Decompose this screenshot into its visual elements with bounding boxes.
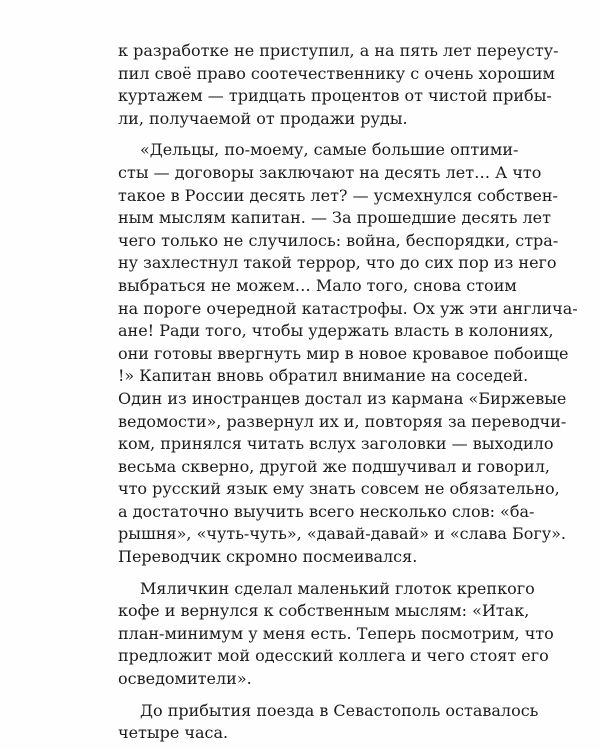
text-line: Один из иностранцев достал из кармана «Биржевые	[118, 388, 567, 408]
text-line: к разработке не приступил, а на пять лет переусту-	[118, 41, 559, 60]
text-line: такое в России десять лет? — усмехнулся собствен-	[118, 185, 558, 205]
text-line: сты — договоры заключают на десять лет… А что	[118, 162, 542, 182]
text-line: ну захлестнул такой террор, что до сих пор из него	[118, 253, 557, 273]
paragraph-2	[118, 139, 578, 568]
text-line: ане! Ради того, чтобы удержать власть в колониях,	[118, 321, 554, 341]
text-line: выбраться не можем… Мало того, снова стоим	[118, 275, 517, 295]
text-line: Мяличкин сделал маленький глоток крепкого	[140, 578, 535, 598]
text-line: До прибытия поезда в Севастополь оставалось	[140, 700, 539, 720]
text-line: ведомости», развернул их и, повторяя за переводчи-	[118, 411, 567, 431]
body-text	[118, 40, 578, 754]
text-line: куртажем — тридцать процентов от чистой прибы-	[118, 86, 552, 106]
paragraph-1	[118, 40, 559, 130]
text-line: на пороге очередной катастрофы. Ох уж эти англича-	[118, 298, 578, 318]
text-line: что русский язык ему знать совсем не обязательно,	[118, 479, 560, 499]
text-line: рышня», «чуть-чуть», «давай-давай» и «слава Богу».	[118, 524, 567, 544]
text-line: четыре часа.	[118, 723, 229, 743]
paragraph-3	[118, 578, 554, 691]
text-line: !» Капитан вновь обратил внимание на соседей.	[118, 366, 529, 386]
text-line: весьма скверно, другой же подшучивал и говорил,	[118, 456, 550, 476]
text-line: план-минимум у меня есть. Теперь посмотрим, что	[118, 623, 554, 643]
text-line: ным мыслям капитан. — За прошедшие десять лет	[118, 208, 551, 228]
text-line: пил своё право соотечественнику с очень хорошим	[118, 63, 555, 83]
text-line: Переводчик скромно посмеивался.	[118, 547, 418, 567]
text-line: предложит мой одесский коллега и чего стоят его	[118, 646, 549, 666]
text-line: осведомители».	[118, 669, 252, 689]
text-line: «Дельцы, по-моему, самые большие оптими-	[140, 140, 519, 160]
text-line: а достаточно выучить всего несколько слов: «ба-	[118, 501, 535, 521]
paragraph-4	[118, 700, 539, 745]
text-line: ком, принялся читать вслух заголовки — выходило	[118, 434, 554, 454]
text-line: они готовы ввергнуть мир в новое кровавое побоище	[118, 343, 569, 363]
text-line: чего только не случилось: война, беспорядки, стра-	[118, 230, 559, 250]
text-line: кофе и вернулся к собственным мыслям: «Итак,	[118, 601, 530, 621]
text-line: ли, получаемой от продажи руды.	[118, 108, 408, 128]
